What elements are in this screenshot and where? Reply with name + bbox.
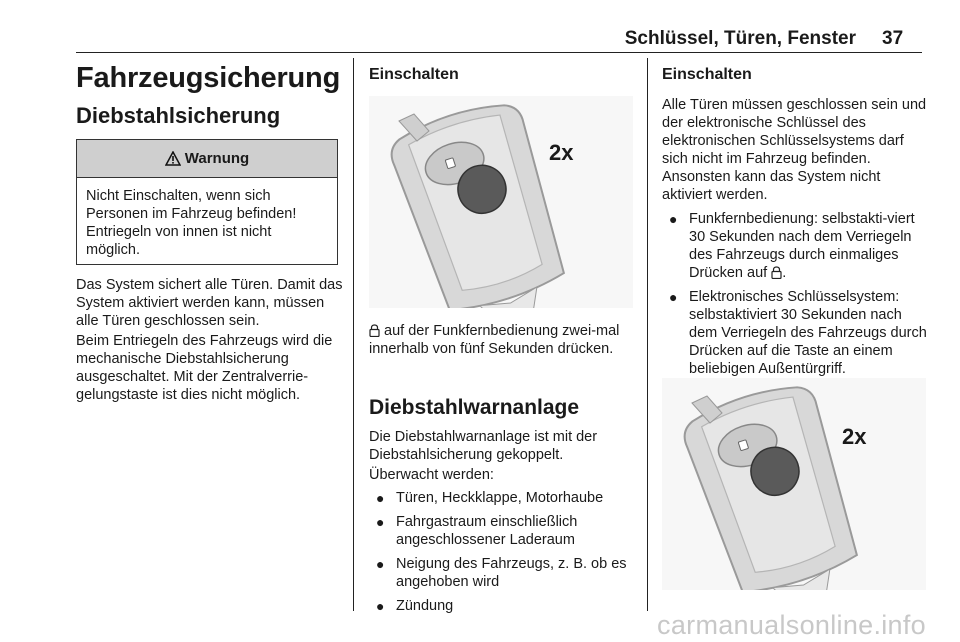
key-fob-image-2: [662, 378, 926, 590]
list-item: ● Elektronisches Schlüsselsystem: selbstaktiviert 30 Sekunden nach dem Verriegeln des Fahrzeugs durch Drücken auf die Taste an einem beliebigen Außentürgriff.: [669, 289, 927, 377]
paragraph-unlock: Beim Entriegeln des Fahrzeugs wird die mechanische Diebstahlsicherung ausgeschaltet. Mit der Zentralverrie-gelungstaste ist dies nicht möglich.: [76, 333, 333, 403]
right-intro: Alle Türen müssen geschlossen sein und der elektronische Schlüssel des elektronischen Schlüsselsystems darf sich nicht im Fahrzeug befinden. Ansonsten kann das System nicht aktiviert werden.: [662, 97, 927, 203]
subsection-title: Diebstahlsicherung: [76, 103, 281, 128]
lock-icon: [771, 266, 782, 279]
list-item: ● Neigung des Fahrzeugs, z. B. ob es angehoben wird: [376, 556, 627, 590]
lock-icon: [369, 324, 380, 337]
monitored-label: Überwacht werden:: [369, 467, 494, 483]
running-header-title: Schlüssel, Türen, Fenster: [624, 28, 856, 49]
section-title: Fahrzeugsicherung: [76, 62, 341, 94]
activation-list: [662, 210, 930, 384]
middle-heading: Einschalten: [369, 66, 459, 83]
list-item: ● Zündung: [376, 598, 454, 614]
paragraph-system: Das System sichert alle Türen. Damit das System aktiviert werden kann, müssen alle Türen geschlossen sein.: [76, 277, 343, 329]
warning-triangle-icon: [165, 151, 181, 166]
right-heading: Einschalten: [662, 66, 752, 83]
alarm-section-title: Diebstahlwarnanlage: [369, 396, 580, 419]
car-key-icon: [369, 96, 633, 308]
car-key-icon: [662, 378, 926, 590]
press-count-label: 2x: [549, 140, 574, 165]
caption-body: auf der Funkfernbedienung zwei-mal innerhalb von fünf Sekunden drücken.: [369, 323, 620, 357]
list-item: ● Fahrgastraum einschließlich angeschlossener Laderaum: [376, 514, 578, 548]
list-item: ● Funkfernbedienung: selbstakti-viert 30 Sekunden nach dem Verriegeln des Fahrzeugs durch einmaliges Drücken auf .: [669, 211, 915, 281]
alarm-intro: Die Diebstahlwarnanlage ist mit der Diebstahlsicherung gekoppelt.: [369, 429, 598, 463]
warning-text: Nicht Einschalten, wenn sich Personen im Fahrzeug befinden! Entriegeln von innen ist nicht möglich.: [86, 188, 297, 258]
page-number: 37: [882, 28, 904, 49]
caption-text: [369, 322, 639, 358]
column-divider-2: [647, 58, 648, 611]
monitored-list: [369, 489, 639, 621]
press-count-label: 2x: [842, 424, 867, 449]
warning-header: [77, 140, 337, 178]
key-fob-image: [369, 96, 633, 308]
list-item: ● Türen, Heckklappe, Motorhaube: [376, 490, 604, 506]
column-divider-1: [353, 58, 354, 611]
warning-box: [76, 139, 338, 265]
warning-label: Warnung: [184, 150, 250, 167]
watermark: carmanualsonline.info: [657, 610, 926, 640]
header-rule: [76, 52, 922, 53]
